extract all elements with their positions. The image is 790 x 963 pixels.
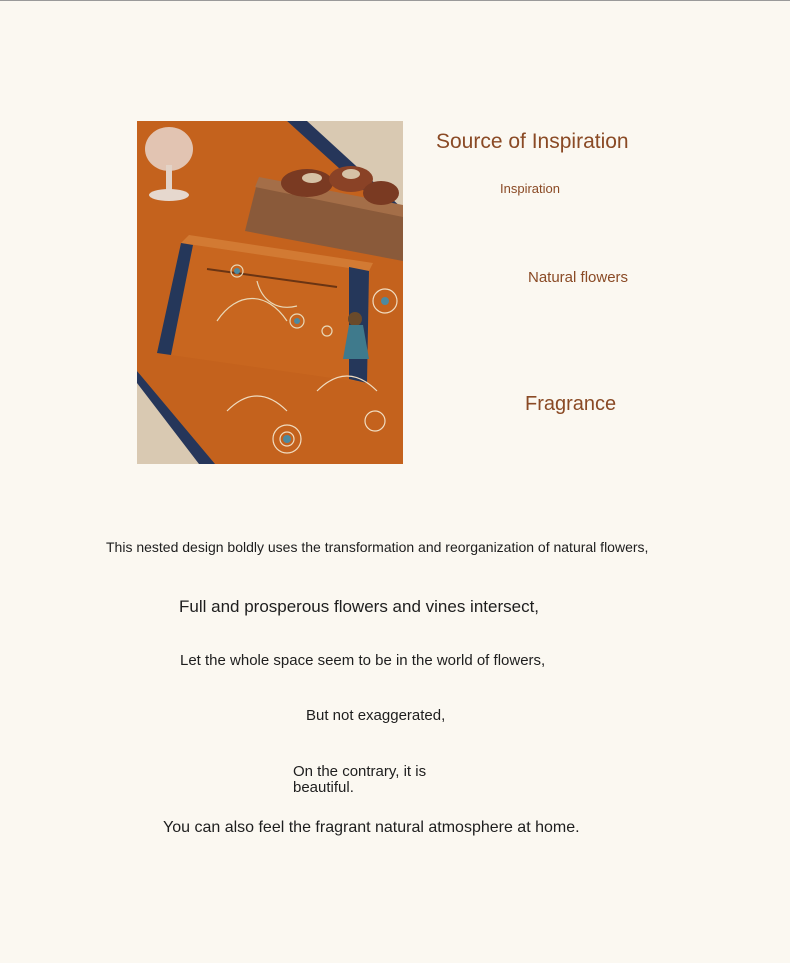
fragrance-label: Fragrance [525, 393, 617, 415]
description-line-3: Let the whole space seem to be in the world of flowers, [180, 652, 546, 669]
natural-flowers-label: Natural flowers [528, 269, 629, 286]
inspiration-title: Source of Inspiration [436, 130, 629, 153]
description-line-1: This nested design boldly uses the transformation and reorganization of natural flowers, [106, 539, 649, 555]
inspiration-subtitle: Inspiration [500, 181, 560, 196]
description-line-6: You can also feel the fragrant natural atmosphere at home. [163, 819, 580, 836]
description-line-4: But not exaggerated, [306, 707, 446, 724]
description-line-2: Full and prosperous flowers and vines intersect, [179, 597, 540, 616]
tissue-box-illustration [137, 121, 403, 464]
product-photo [137, 121, 403, 464]
top-divider [0, 0, 790, 1]
description-line-5: On the contrary, it is beautiful. [293, 763, 427, 796]
